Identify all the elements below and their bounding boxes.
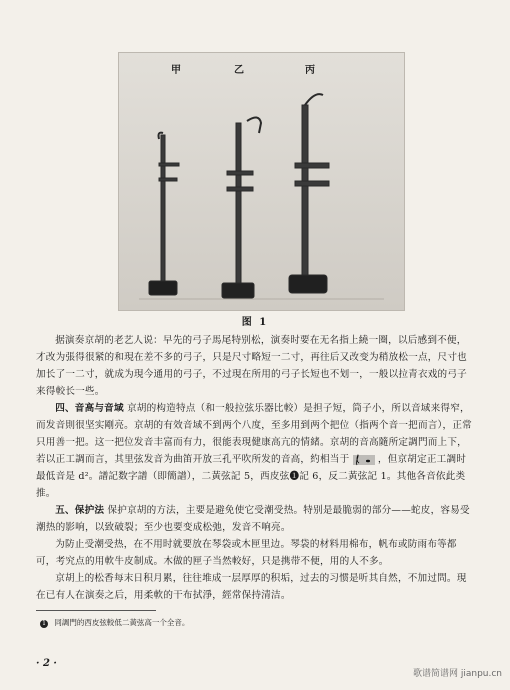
jinghu-instruments-illustration: [119, 53, 404, 310]
music-staff-icon: [353, 454, 375, 466]
paragraph-3: [36, 502, 474, 536]
erhu-photo: [118, 52, 405, 311]
paragraph-2: [36, 400, 474, 502]
photo-label-bing: 丙: [305, 65, 315, 76]
paragraph-2-continued: ，但京胡定正工調时最低音是 d²。譜記数字譜（即簡譜），二黃弦記 5，西皮弦❶記 6，反二黃弦記 1。其他各音依此类推。: [36, 454, 467, 499]
section-4-heading: 四、音高与音域: [55, 403, 124, 414]
footnote: [40, 617, 189, 628]
paragraph-2-body: 京胡的构造特点（和一般拉弦乐器比較）是担子短，筒子小，所以音域来得窄，而发音則很坚实剛亮。京胡的有效音域不到两个八度，至多用到两个把位（指两个音一把而言），正常只用善一把。这一把位发音丰富而有力，很能表現健康高亢的情緒。京胡的音高隨所定調門而上下，若以正工調而言，其里弦发音为曲笛开放三孔平吹所发的音高，約相当于: [36, 403, 472, 465]
body-text: [36, 332, 474, 604]
paragraph-4-body: 为防止受潮受热，在不用时就要放在琴袋或木匣里边。琴袋的材料用棉布，帆布或防雨布等都可，考究点的用軟牛皮制成。木做的匣子当然較好，只是携带不便，用的人不多。: [36, 539, 457, 567]
figure-caption: 图 1: [241, 317, 269, 328]
footnote-rule: [36, 610, 156, 611]
footnote-marker: 1: [40, 620, 48, 628]
paragraph-5: [36, 570, 474, 604]
photo-label-yi: 乙: [234, 65, 244, 76]
section-5-heading: 五、保护法: [55, 505, 105, 516]
photo-label-jia: 甲: [171, 65, 181, 76]
paragraph-1-body: 据演奏京胡的老艺人说：早先的弓子馬尾特别松，演奏时要在无名指上繞一圈，以后感到不便，才改为張得很紧的和現在差不多的弓子，只是尺寸略短一二寸，再往后又改变为稍放松一点，尺寸也加长了一二寸，就成为現今通用的弓子，不过現在所用的弓子长短也不划一，一般以拉青衣戏的弓子来得較长一些。: [36, 335, 467, 397]
footnote-text: 同調門的西皮弦較低二黃弦高一个全音。: [54, 618, 190, 627]
paragraph-4: [36, 536, 474, 570]
site-watermark: 歌谱简谱网 jianpu.cn: [412, 669, 502, 679]
paragraph-3-body: 保护京胡的方法，主要是避免使它受潮受热。特别是最脆弱的部分——蛇皮，容易受潮热的影响，以致破裂；至少也要变成松弛，发音不响亮。: [36, 505, 470, 533]
paragraph-5-body: 京胡上的松香每末日积月累，往往堆成一层厚厚的积垢，过去的习惯是听其自然，不加过問。現在已有人在演奏之后，用柔軟的干布拭淨，經常保持清洁。: [36, 573, 467, 601]
page-number: · 2 ·: [36, 658, 57, 669]
paragraph-1: [36, 332, 474, 400]
